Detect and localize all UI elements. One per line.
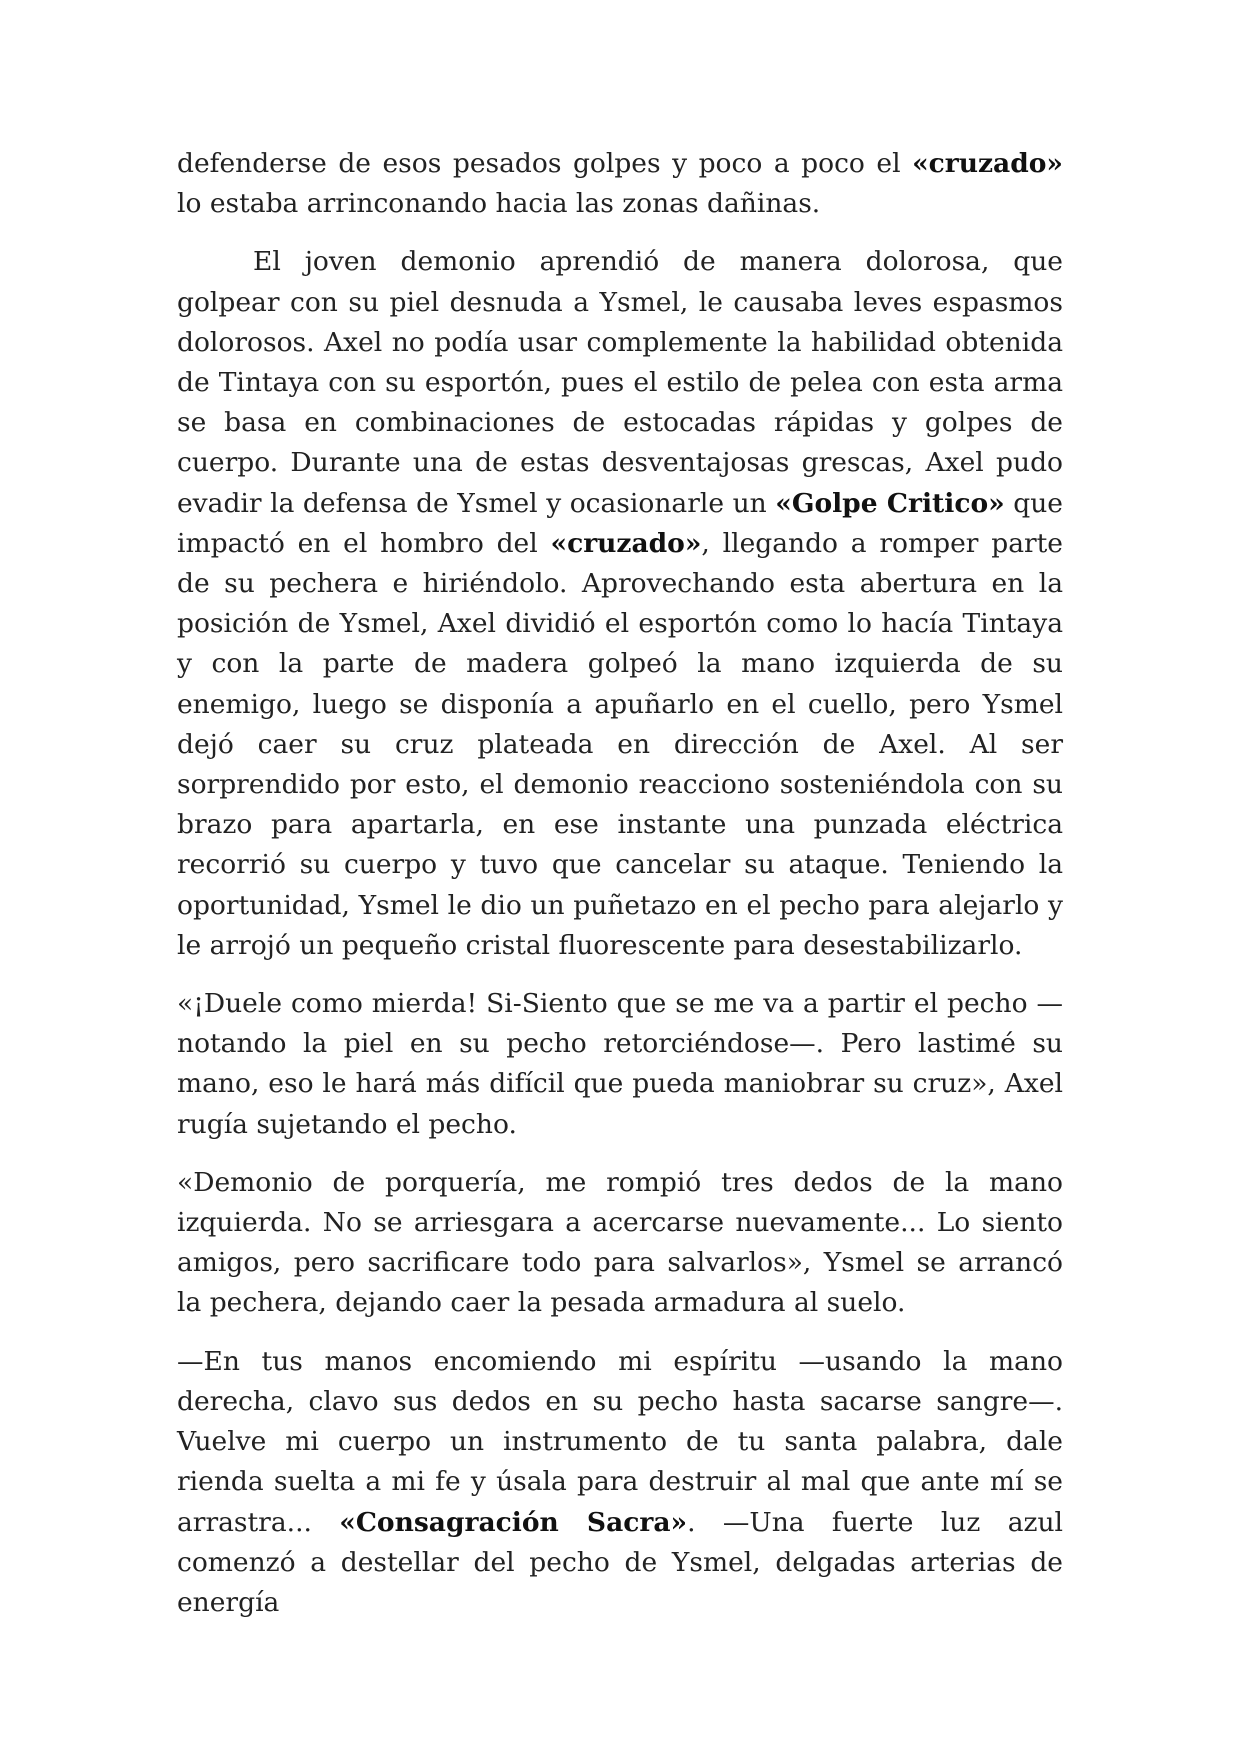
bold-term: «cruzado» [912,148,1063,179]
text-segment: . —Una fuerte luz azul comenzó a destellar del pecho de Ysmel, delgadas arterias de energía [177,1506,1064,1618]
paragraph-5 [177,1342,1063,1623]
text-segment: que impactó en el hombro del [177,487,1063,559]
document-page [177,144,1063,1641]
paragraph-3 [177,984,1063,1145]
text-segment: —En tus manos encomiendo mi espíritu —usando la mano derecha, clavo sus dedos en su pecho hasta sacarse sangre—. Vuelve mi cuerpo un instrumento de tu santa palabra, dale rienda suelta a mi fe y úsala para destruir al mal que ante mí se arrastra... [177,1345,1063,1538]
paragraph-4 [177,1163,1063,1324]
text-segment: «Demonio de porquería, me rompió tres dedos de la mano izquierda. No se arriesgara a acercarse nuevamente... Lo siento amigos, pero sacrificare todo para salvarlos», Ysmel se arrancó la pechera, dejando caer la pesada armadura al suelo. [177,1166,1063,1319]
text-segment: lo estaba arrinconando hacia las zonas dañinas. [177,188,821,220]
text-segment: , llegando a romper parte de su pechera e hiriéndolo. Aprovechando esta abertura en la posición de Ysmel, Axel dividió el esportón como lo hacía Tintaya y con la parte de madera golpeó la mano izquierda de su enemigo, luego se disponía a apuñarlo en el cuello, pero Ysmel dejó caer su cruz plateada en dirección de Axel. Al ser sorprendido por esto, el demonio reacciono sosteniéndola con su brazo para apartarla, en ese instante una punzada eléctrica recorrió su cuerpo y tuvo que cancelar su ataque. Teniendo la oportunidad, Ysmel le dio un puñetazo en el pecho para alejarlo y le arrojó un pequeño cristal fluorescente para desestabilizarlo. [177,527,1063,961]
text-segment: defenderse de esos pesados golpes y poco a poco el [177,148,913,179]
text-segment: «¡Duele como mierda! Si-Siento que se me va a partir el pecho —notando la piel en su pecho retorciéndose—. Pero lastimé su mano, eso le hará más difícil que pueda maniobrar su cruz», Axel rugía sujetando el pecho. [177,988,1063,1140]
bold-term: «Consagración Sacra» [339,1506,688,1538]
text-segment: El joven demonio aprendió de manera dolorosa, que golpear con su piel desnuda a Ysmel, le causaba leves espasmos dolorosos. Axel no podía usar complemente la habilidad obtenida de Tintaya con su esportón, pues el estilo de pelea con esta arma se basa en combinaciones de estocadas rápidas y golpes de cuerpo. Durante una de estas desventajosas grescas, Axel pudo evadir la defensa de Ysmel y ocasionarle un [177,246,1063,519]
bold-term: «Golpe Critico» [775,487,1005,519]
paragraph-1 [177,144,1063,224]
paragraph-2 [177,242,1063,966]
bold-term: «cruzado» [550,527,702,559]
